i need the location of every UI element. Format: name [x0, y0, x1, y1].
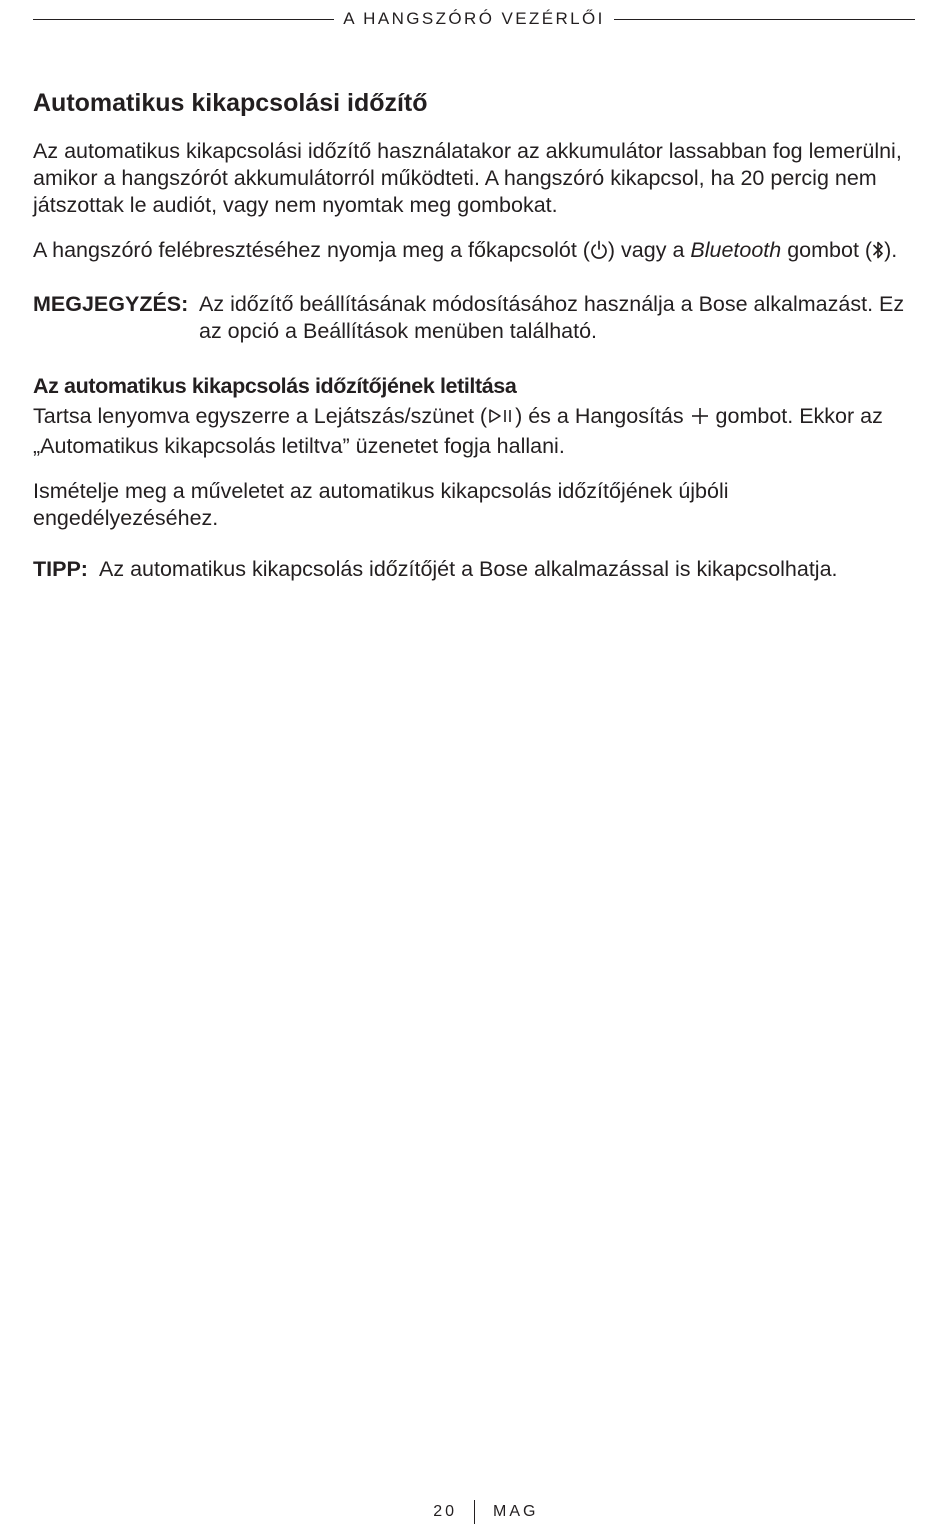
header-rule-left — [33, 19, 334, 20]
tip-text: Az automatikus kikapcsolás időzítőjét a Bose alkalmazással is kikapcsolhatja. — [99, 557, 838, 581]
tip-label: TIPP: — [33, 557, 88, 581]
header-title: A HANGSZÓRÓ VEZÉRLŐI — [343, 9, 605, 28]
tip-block — [33, 556, 918, 583]
note-label: MEGJEGYZÉS: — [33, 292, 189, 316]
text-fragment: A hangszóró felébresztéséhez nyomja meg a főkapcsolót ( — [33, 238, 590, 262]
text-fragment: Tartsa lenyomva egyszerre a Lejátszás/szünet ( — [33, 404, 488, 428]
page-header — [33, 8, 915, 30]
page-footer — [0, 1500, 950, 1526]
text-fragment: gombot ( — [781, 238, 873, 262]
bluetooth-word: Bluetooth — [690, 238, 782, 262]
play-pause-icon — [487, 406, 515, 433]
power-icon — [590, 240, 608, 267]
section-paragraph-2 — [33, 237, 918, 267]
language-code: MAG — [493, 1503, 539, 1520]
page-number: 20 — [433, 1503, 457, 1520]
text-fragment: ) vagy a — [607, 238, 691, 262]
subsection-paragraph-2: Ismételje meg a műveletet az automatikus kikapcsolás időzítőjének újbóli engedélyezéséhez. — [33, 479, 729, 530]
page-content — [33, 86, 918, 583]
note-block — [33, 291, 918, 345]
text-fragment: ). — [884, 238, 898, 262]
text-fragment: gombot. Ekkor az „Automatikus kikapcsolás letiltva” üzenetet fogja hallani. — [33, 404, 883, 458]
section-heading: Automatikus kikapcsolási időzítő — [33, 89, 428, 117]
bluetooth-icon — [872, 240, 884, 267]
footer-separator — [474, 1500, 475, 1524]
header-rule-right — [614, 19, 915, 20]
plus-icon — [690, 406, 710, 433]
text-fragment: ) és a Hangosítás — [515, 404, 690, 428]
subsection-heading: Az automatikus kikapcsolás időzítőjének letiltása — [33, 374, 517, 398]
subsection-paragraph-1 — [33, 403, 918, 460]
section-paragraph-1: Az automatikus kikapcsolási időzítő használatakor az akkumulátor lassabban fog lemerülni, amikor a hangszórót akkumulátorról működteti. A hangszóró kikapcsol, ha 20 percig nem játszottak le audiót, vagy nem nyomtak meg gombokat. — [33, 139, 902, 217]
note-text: Az időzítő beállításának módosításához használja a Bose alkalmazást. Ez az opció a Beállítások menüben található. — [199, 292, 905, 343]
